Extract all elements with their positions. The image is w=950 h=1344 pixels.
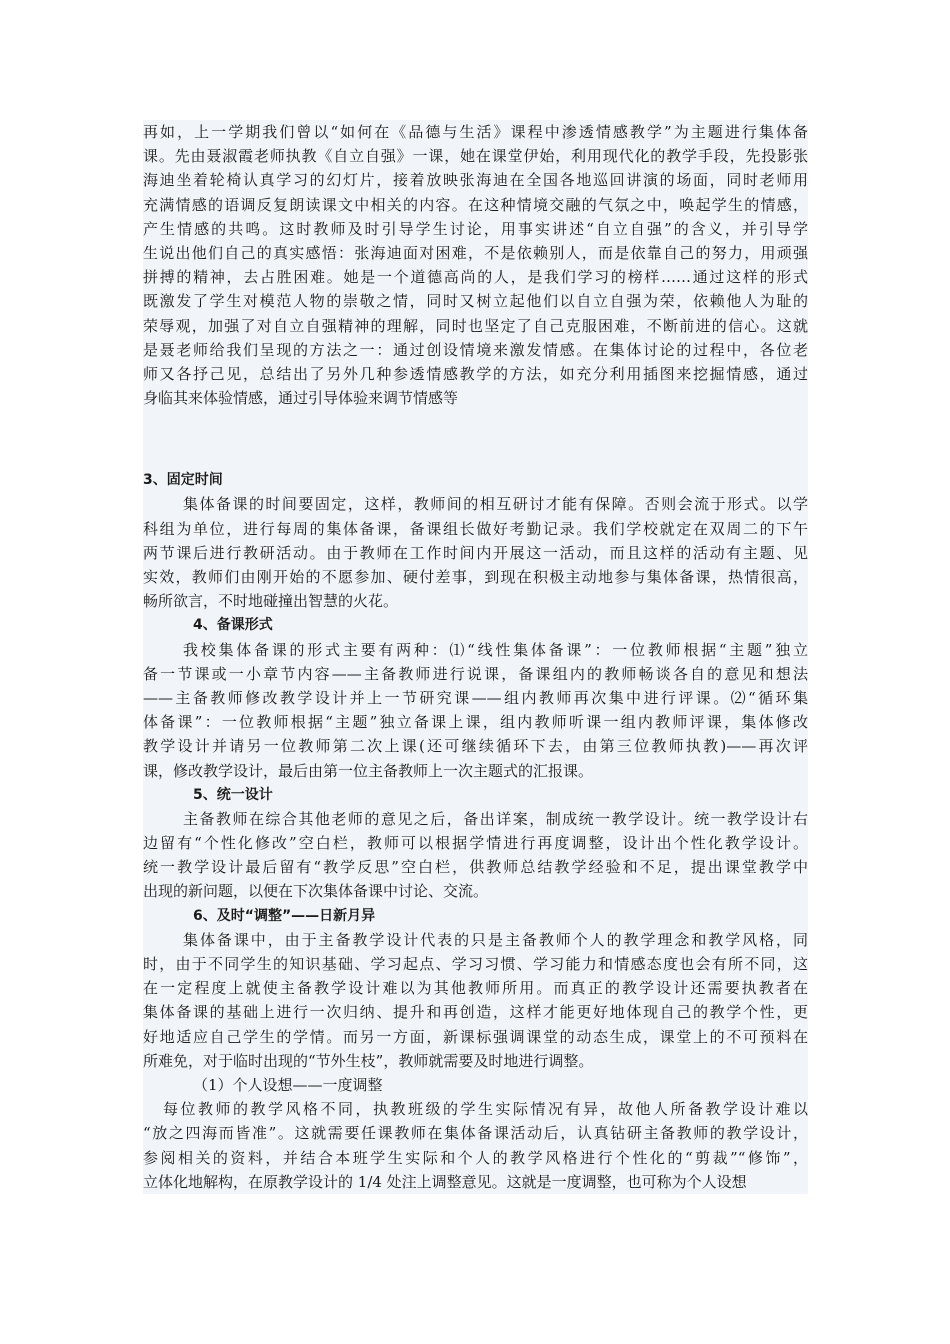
text-line: 所难免，对于临时出现的“节外生枝”，教师就需要及时地进行调整。 bbox=[143, 1051, 594, 1070]
section-timely-adjustment bbox=[143, 904, 808, 1194]
section-heading-4: 4、备课形式 bbox=[193, 617, 273, 634]
section-unified-design bbox=[143, 783, 808, 904]
text-line: 荣辱观，加强了对自立自强精神的理解，同时也坚定了自己克服困难，不断前进的信心。这就 bbox=[143, 316, 808, 335]
text-line: 身临其来体验情感，通过引导体验来调节情感等 bbox=[143, 389, 459, 408]
text-line: 教学设计并请另一位教师第二次上课(还可继续循环下去，由第三位教师执教)——再次评 bbox=[143, 737, 808, 756]
subsection-heading-6-1: （1）个人设想——一度调整 bbox=[193, 1075, 383, 1094]
text-line: 师又各抒己见，总结出了另外几种参透情感教学的方法，如充分利用插图来挖掘情感，通过 bbox=[143, 364, 808, 383]
text-line: 课。先由聂淑霞老师执教《自立自强》一课，她在课堂伊始，利用现代化的教学手段，先投影张 bbox=[143, 147, 808, 166]
text-line: 在一定程度上就使主备教学设计难以为其他教师所用。而真正的教学设计还需要执教者在 bbox=[143, 979, 808, 998]
text-line: 实效，教师们由刚开始的不愿参加、硬付差事，到现在积极主动地参与集体备课，热情很高， bbox=[143, 568, 808, 586]
text-line: 我校集体备课的形式主要有两种：⑴“线性集体备课”：一位教师根据“主题”独立 bbox=[183, 640, 808, 659]
section-heading-5: 5、统一设计 bbox=[193, 786, 273, 803]
text-line: 充满情感的语调反复朗读课文中相关的内容。在这种情境交融的气氛之中，唤起学生的情感， bbox=[143, 195, 808, 214]
text-line: “放之四海而皆准”。这就需要任课教师在集体备课活动后，认真钻研主备教师的教学设计， bbox=[143, 1124, 808, 1143]
text-line: 出现的新问题，以便在下次集体备课中讨论、交流。 bbox=[143, 882, 489, 901]
document-page bbox=[143, 120, 808, 1194]
text-line: 时，由于不同学生的知识基础、学习起点、学习习惯、学习能力和情感态度也会有所不同，这 bbox=[143, 955, 808, 973]
paragraph-example-lesson bbox=[143, 120, 808, 468]
text-line: 是聂老师给我们呈现的方法之一：通过创设情境来激发情感。在集体讨论的过程中，各位老 bbox=[143, 340, 808, 359]
text-line: 生说出他们自己的真实感悟：张海迪面对困难，不是依赖别人，而是依靠自己的努力，用顽强 bbox=[143, 243, 808, 262]
text-line: 拼搏的精神，去占胜困难。她是一个道德高尚的人，是我们学习的榜样……通过这样的形式 bbox=[143, 268, 808, 287]
text-line: 立体化地解构，在原教学设计的 1/4 处注上调整意见。这就是一度调整，也可称为个人设想 bbox=[143, 1172, 747, 1191]
text-line: 产生情感的共鸣。这时教师及时引导学生讨论，用事实讲述“自立自强”的含义，并引导学 bbox=[143, 219, 808, 238]
spacer bbox=[143, 410, 808, 468]
text-line: ——主备教师修改教学设计并上一节研究课——组内教师再次集中进行评课。⑵“循环集 bbox=[143, 688, 808, 707]
text-line: 每位教师的教学风格不同，执教班级的学生实际情况有异，故他人所备教学设计难以 bbox=[163, 1100, 808, 1119]
text-line: 畅所欲言，不时地碰撞出智慧的火花。 bbox=[143, 592, 399, 611]
section-lesson-forms bbox=[143, 613, 808, 782]
text-line: 集体备课的时间要固定，这样，教师间的相互研讨才能有保障。否则会流于形式。以学 bbox=[183, 495, 808, 514]
text-line: 海迪坐着轮椅认真学习的幻灯片，接着放映张海迪在全国各地巡回讲演的场面，同时老师用 bbox=[143, 171, 808, 190]
section-heading-6: 6、及时“调整”——日新月异 bbox=[193, 907, 376, 924]
text-line: 既激发了学生对模范人物的崇敬之情，同时又树立起他们以自立自强为荣，依赖他人为耻的 bbox=[143, 292, 808, 311]
text-line: 好地适应自己学生的学情。而另一方面，新课标强调课堂的动态生成，课堂上的不可预料在 bbox=[143, 1027, 808, 1046]
text-line: 再如，上一学期我们曾以“如何在《品德与生活》课程中渗透情感教学”为主题进行集体备 bbox=[143, 123, 808, 141]
text-line: 集体备课中，由于主备教学设计代表的只是主备教师个人的教学理念和教学风格，同 bbox=[183, 930, 808, 949]
text-line: 参阅相关的资料，并结合本班学生实际和个人的教学风格进行个性化的“剪裁”“修饰”， bbox=[143, 1148, 808, 1167]
text-line: 统一教学设计最后留有“教学反思”空白栏，供教师总结教学经验和不足，提出课堂教学中 bbox=[143, 858, 808, 877]
text-line: 备一节课或一小章节内容——主备教师进行说课，备课组内的教师畅谈各自的意见和想法 bbox=[143, 664, 808, 683]
text-line: 主备教师在综合其他老师的意见之后，备出详案，制成统一教学设计。统一教学设计右 bbox=[183, 809, 808, 828]
text-line: 课，修改教学设计，最后由第一位主备教师上一次主题式的汇报课。 bbox=[143, 761, 594, 780]
text-line: 边留有“个性化修改”空白栏，教师可以根据学情进行再度调整，设计出个性化教学设计。 bbox=[143, 834, 808, 853]
section-heading-3: 3、固定时间 bbox=[143, 472, 223, 489]
section-fixed-time bbox=[143, 468, 808, 613]
text-line: 体备课”：一位教师根据“主题”独立备课上课，组内教师听课一组内教师评课，集体修改 bbox=[143, 713, 808, 732]
text-line: 科组为单位，进行每周的集体备课，备课组长做好考勤记录。我们学校就定在双周二的下午 bbox=[143, 519, 808, 538]
text-line: 集体备课的基础上进行一次归纳、提升和再创造，这样才能更好地体现自己的教学个性，更 bbox=[143, 1003, 808, 1022]
text-line: 两节课后进行教研活动。由于教师在工作时间内开展这一活动，而且这样的活动有主题、见 bbox=[143, 543, 808, 562]
